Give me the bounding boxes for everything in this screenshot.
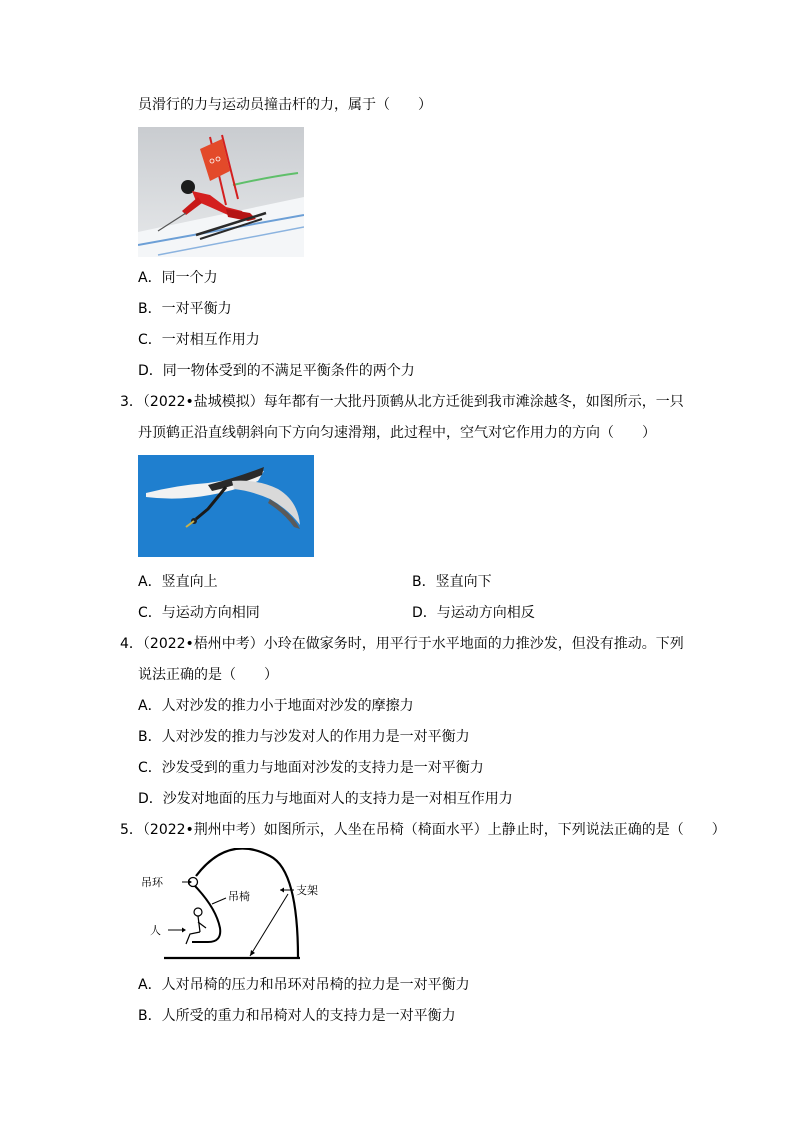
label-ring: 吊环 — [141, 876, 163, 889]
q4-option-c[interactable]: C．沙发受到的重力与地面对沙发的支持力是一对平衡力 — [138, 760, 484, 776]
q5-stem: 5．（2022•荆州中考）如图所示，人坐在吊椅（椅面水平）上静止时，下列说法正确的是（ ） — [120, 822, 726, 838]
q4-option-a[interactable]: A．人对沙发的推力小于地面对沙发的摩擦力 — [138, 698, 414, 714]
label-frame: 支架 — [296, 884, 318, 897]
q3-option-b[interactable]: B．竖直向下 — [412, 574, 492, 590]
q4-option-b[interactable]: B．人对沙发的推力与沙发对人的作用力是一对平衡力 — [138, 729, 470, 745]
label-chair: 吊椅 — [228, 890, 250, 903]
q4-stem-line2: 说法正确的是（ ） — [138, 667, 278, 683]
q4-stem-line1: 4．（2022•梧州中考）小玲在做家务时，用平行于水平地面的力推沙发，但没有推动。下列 — [120, 636, 684, 652]
q2-option-c[interactable]: C．一对相互作用力 — [138, 332, 260, 348]
q3-stem-line2: 丹顶鹤正沿直线朝斜向下方向匀速滑翔，此过程中，空气对它作用力的方向（ ） — [138, 425, 656, 441]
q5-option-a[interactable]: A．人对吊椅的压力和吊环对吊椅的拉力是一对平衡力 — [138, 977, 470, 993]
label-person: 人 — [150, 924, 161, 937]
swing-chair-diagram — [138, 848, 338, 962]
q3-option-d[interactable]: D．与运动方向相反 — [412, 605, 535, 621]
q4-option-d[interactable]: D．沙发对地面的压力与地面对人的支持力是一对相互作用力 — [138, 791, 513, 807]
crane-illustration — [138, 455, 314, 557]
q2-option-d[interactable]: D．同一物体受到的不满足平衡条件的两个力 — [138, 363, 415, 379]
q2-option-a[interactable]: A．同一个力 — [138, 270, 218, 286]
q2-option-b[interactable]: B．一对平衡力 — [138, 301, 232, 317]
skier-photo — [138, 127, 304, 257]
q2-stem-tail: 员滑行的力与运动员撞击杆的力，属于（ ） — [138, 97, 432, 113]
swing-chair-drawing — [138, 848, 338, 962]
crane-photo — [138, 455, 314, 557]
q3-option-a[interactable]: A．竖直向上 — [138, 574, 218, 590]
q5-option-b[interactable]: B．人所受的重力和吊椅对人的支持力是一对平衡力 — [138, 1008, 456, 1024]
q3-option-c[interactable]: C．与运动方向相同 — [138, 605, 260, 621]
q3-stem-line1: 3．（2022•盐城模拟）每年都有一大批丹顶鹤从北方迁徙到我市滩涂越冬，如图所示，一只 — [120, 394, 684, 410]
skier-illustration — [138, 127, 304, 257]
